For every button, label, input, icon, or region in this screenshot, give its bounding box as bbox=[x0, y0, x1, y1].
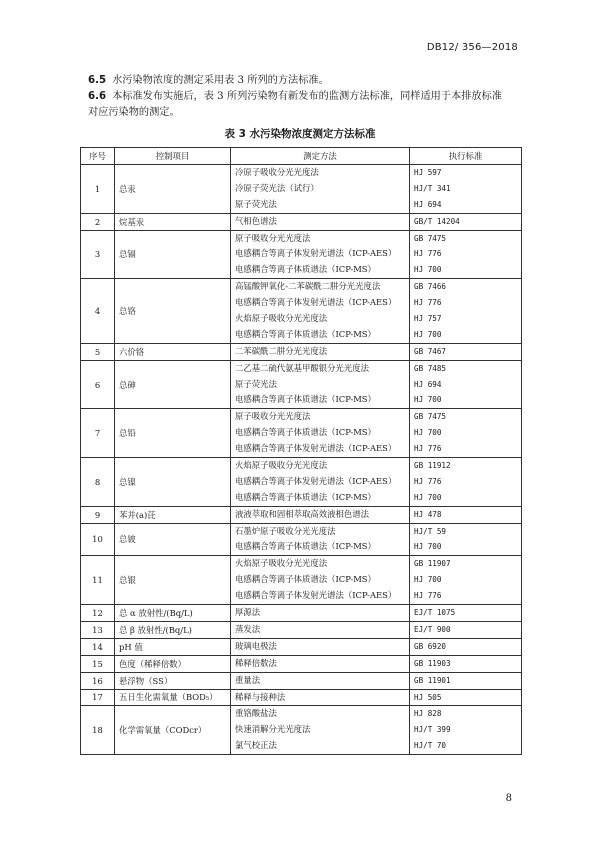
standard-line: HJ 776 bbox=[414, 444, 442, 454]
header-item: 控制项目 bbox=[115, 148, 231, 165]
control-item: pH 值 bbox=[115, 638, 231, 655]
standard-line: HJ 700 bbox=[414, 395, 442, 405]
control-item: 总银 bbox=[115, 556, 231, 605]
standard-line: HJ 478 bbox=[414, 509, 442, 519]
method-cell bbox=[231, 621, 410, 638]
method-line: 电感耦合等离子体质谱法（ICP-MS） bbox=[235, 264, 376, 275]
method-cell bbox=[231, 523, 410, 556]
method-line: 电感耦合等离子体质谱法（ICP-MS） bbox=[235, 574, 376, 585]
standard-cell bbox=[410, 621, 522, 638]
standard-line: HJ 828 bbox=[414, 709, 442, 719]
table-row bbox=[81, 672, 522, 689]
method-line: 稀释与接种法 bbox=[235, 691, 286, 702]
table-row bbox=[81, 655, 522, 672]
control-item: 总镉 bbox=[115, 230, 231, 279]
table-row bbox=[81, 556, 522, 605]
table-row bbox=[81, 506, 522, 523]
method-cell bbox=[231, 506, 410, 523]
method-line: 电感耦合等离子体发射光谱法（ICP-AES） bbox=[235, 475, 397, 486]
method-line: 二苯碳酰二肼分光光度法 bbox=[235, 345, 328, 356]
standard-cell bbox=[410, 523, 522, 556]
method-line: 高锰酸钾氧化-二苯碳酰二肼分光光度法 bbox=[235, 281, 381, 292]
method-cell bbox=[231, 458, 410, 507]
row-number: 3 bbox=[81, 230, 115, 279]
standard-cell bbox=[410, 230, 522, 279]
standard-cell bbox=[410, 672, 522, 689]
row-number: 12 bbox=[81, 605, 115, 622]
standard-line: GB 11901 bbox=[414, 675, 451, 685]
standard-cell bbox=[410, 689, 522, 706]
table-title: 表 3 水污染物浓度测定方法标准 bbox=[224, 128, 376, 140]
table-row bbox=[81, 638, 522, 655]
standard-line: GB 11912 bbox=[414, 461, 451, 471]
method-cell bbox=[231, 230, 410, 279]
standard-cell bbox=[410, 655, 522, 672]
header-method: 测定方法 bbox=[231, 148, 410, 165]
standard-cell bbox=[410, 556, 522, 605]
standard-line: EJ/T 900 bbox=[414, 624, 451, 634]
standard-line: GB 7467 bbox=[414, 346, 447, 356]
control-item: 苯并(a)芘 bbox=[115, 506, 231, 523]
control-item: 总铬 bbox=[115, 279, 231, 344]
header-no: 序号 bbox=[81, 148, 115, 165]
standard-line: GB 7485 bbox=[414, 363, 447, 373]
method-line: 二乙基二硫代氨基甲酸银分光光度法 bbox=[235, 362, 369, 373]
method-line: 电感耦合等离子体发射光谱法（ICP-AES） bbox=[235, 248, 397, 259]
standard-cell bbox=[410, 279, 522, 344]
control-item: 总 β 放射性/(Bq/L) bbox=[115, 621, 231, 638]
row-number: 13 bbox=[81, 621, 115, 638]
method-line: 氯气校正法 bbox=[235, 740, 277, 751]
standard-line: HJ 757 bbox=[414, 314, 442, 324]
table-row bbox=[81, 458, 522, 507]
standard-cell bbox=[410, 213, 522, 230]
standard-line: HJ 597 bbox=[414, 168, 442, 177]
method-line: 火焰原子吸收分光光度法 bbox=[235, 460, 328, 471]
standard-line: HJ/T 59 bbox=[414, 526, 447, 536]
row-number: 16 bbox=[81, 672, 115, 689]
method-line: 电感耦合等离子体质谱法（ICP-MS） bbox=[235, 394, 376, 405]
method-line: 玻璃电极法 bbox=[235, 640, 277, 651]
method-line: 电感耦合等离子体质谱法（ICP-MS） bbox=[235, 541, 376, 552]
method-line: 液液萃取和固相萃取高效液相色谱法 bbox=[235, 508, 369, 519]
row-number: 11 bbox=[81, 556, 115, 605]
table-row bbox=[81, 409, 522, 458]
method-cell bbox=[231, 279, 410, 344]
method-line: 气相色谱法 bbox=[235, 215, 277, 226]
row-number: 8 bbox=[81, 458, 115, 507]
table-row bbox=[81, 523, 522, 556]
method-line: 原子吸收分光光度法 bbox=[235, 411, 311, 422]
method-cell bbox=[231, 360, 410, 409]
standard-line: GB 7475 bbox=[414, 233, 447, 243]
control-item: 六价铬 bbox=[115, 343, 231, 360]
method-line: 原子吸收分光光度法 bbox=[235, 232, 311, 243]
standard-cell bbox=[410, 638, 522, 655]
header-standard: 执行标准 bbox=[410, 148, 522, 165]
standard-cell bbox=[410, 409, 522, 458]
clause-number: 6.5 bbox=[88, 75, 107, 86]
method-cell bbox=[231, 556, 410, 605]
method-cell bbox=[231, 343, 410, 360]
row-number: 6 bbox=[81, 360, 115, 409]
method-line: 石墨炉原子吸收分光光度法 bbox=[235, 525, 336, 536]
method-cell bbox=[231, 409, 410, 458]
method-cell bbox=[231, 706, 410, 755]
method-line: 电感耦合等离子体质谱法（ICP-MS） bbox=[235, 328, 376, 339]
row-number: 15 bbox=[81, 655, 115, 672]
standard-line: GB 7466 bbox=[414, 282, 447, 292]
standard-cell bbox=[410, 706, 522, 755]
table-header-row bbox=[81, 148, 522, 165]
standard-line: HJ 694 bbox=[414, 379, 442, 389]
table-row bbox=[81, 360, 522, 409]
control-item: 化学需氧量（CODcr） bbox=[115, 706, 231, 755]
standard-line: HJ 700 bbox=[414, 428, 442, 438]
document-id: DB12/ 356—2018 bbox=[426, 42, 518, 53]
standard-line: HJ 700 bbox=[414, 575, 442, 585]
row-number: 9 bbox=[81, 506, 115, 523]
clause-6-6 bbox=[88, 89, 518, 121]
standard-line: HJ/T 70 bbox=[414, 741, 447, 751]
row-number: 14 bbox=[81, 638, 115, 655]
standard-line: HJ 700 bbox=[414, 265, 442, 275]
table-row bbox=[81, 165, 522, 214]
control-item: 色度（稀释倍数） bbox=[115, 655, 231, 672]
method-line: 电感耦合等离子体发射光谱法（ICP-AES） bbox=[235, 297, 397, 308]
standard-cell bbox=[410, 458, 522, 507]
table-row bbox=[81, 605, 522, 622]
standard-line: HJ 505 bbox=[414, 692, 442, 702]
table-row bbox=[81, 213, 522, 230]
clause-number: 6.6 bbox=[88, 91, 107, 102]
method-line: 原子荧光法 bbox=[235, 378, 277, 389]
standard-line: HJ 700 bbox=[414, 542, 442, 552]
table-row bbox=[81, 621, 522, 638]
standard-line: GB 7475 bbox=[414, 412, 447, 422]
standard-cell bbox=[410, 360, 522, 409]
standard-line: HJ 776 bbox=[414, 591, 442, 601]
page-number: 8 bbox=[505, 793, 512, 804]
standard-cell bbox=[410, 605, 522, 622]
row-number: 5 bbox=[81, 343, 115, 360]
method-line: 蒸发法 bbox=[235, 623, 261, 634]
method-line: 火焰原子吸收分光光度法 bbox=[235, 558, 328, 569]
standard-line: HJ 776 bbox=[414, 249, 442, 259]
method-line: 原子荧光法 bbox=[235, 198, 277, 209]
standard-line: HJ 700 bbox=[414, 329, 442, 339]
method-line: 电感耦合等离子体质谱法（ICP-MS） bbox=[235, 427, 376, 438]
row-number: 7 bbox=[81, 409, 115, 458]
method-line: 重铬酸盐法 bbox=[235, 708, 277, 719]
method-line: 厚源法 bbox=[235, 607, 261, 618]
method-line: 冷原子荧光法（试行） bbox=[235, 182, 319, 193]
method-line: 电感耦合等离子体发射光谱法（ICP-AES） bbox=[235, 443, 397, 454]
control-item: 烷基汞 bbox=[115, 213, 231, 230]
method-cell bbox=[231, 213, 410, 230]
row-number: 18 bbox=[81, 706, 115, 755]
control-item: 总镍 bbox=[115, 458, 231, 507]
method-line: 重量法 bbox=[235, 674, 261, 685]
method-line: 冷原子吸收分光光度法 bbox=[235, 167, 319, 177]
standard-line: GB 11903 bbox=[414, 658, 451, 668]
method-line: 稀释倍数法 bbox=[235, 657, 277, 668]
standard-line: HJ/T 341 bbox=[414, 183, 451, 193]
method-cell bbox=[231, 689, 410, 706]
table-row bbox=[81, 230, 522, 279]
method-cell bbox=[231, 165, 410, 214]
method-line: 快速消解分光光度法 bbox=[235, 724, 311, 735]
method-line: 火焰原子吸收分光光度法 bbox=[235, 313, 328, 324]
control-item: 五日生化需氧量（BOD₅） bbox=[115, 689, 231, 706]
clause-text: 本标准发布实施后，表 3 所列污染物有新发布的监测方法标准，同样适用于本排放标准 bbox=[112, 91, 502, 102]
standard-line: HJ 776 bbox=[414, 298, 442, 308]
method-line: 电感耦合等离子体发射光谱法（ICP-AES） bbox=[235, 590, 397, 601]
standard-line: GB 11907 bbox=[414, 559, 451, 569]
control-item: 总铅 bbox=[115, 409, 231, 458]
standard-cell bbox=[410, 506, 522, 523]
standard-line: HJ 700 bbox=[414, 492, 442, 502]
row-number: 10 bbox=[81, 523, 115, 556]
standard-cell bbox=[410, 343, 522, 360]
row-number: 1 bbox=[81, 165, 115, 214]
method-cell bbox=[231, 638, 410, 655]
standard-line: GB 6920 bbox=[414, 641, 447, 651]
method-cell bbox=[231, 605, 410, 622]
table-row bbox=[81, 689, 522, 706]
control-item: 悬浮物（SS） bbox=[115, 672, 231, 689]
table-row bbox=[81, 343, 522, 360]
method-line: 电感耦合等离子体质谱法（ICP-MS） bbox=[235, 491, 376, 502]
method-cell bbox=[231, 672, 410, 689]
standard-cell bbox=[410, 165, 522, 214]
control-item: 总 α 放射性/(Bq/L) bbox=[115, 605, 231, 622]
control-item: 总汞 bbox=[115, 165, 231, 214]
row-number: 17 bbox=[81, 689, 115, 706]
standard-line: GB/T 14204 bbox=[414, 216, 460, 226]
table-row bbox=[81, 279, 522, 344]
clause-text: 水污染物浓度的测定采用表 3 所列的方法标准。 bbox=[112, 75, 329, 86]
standard-line: EJ/T 1075 bbox=[414, 608, 456, 618]
table-body bbox=[81, 165, 522, 755]
clause-6-5 bbox=[88, 73, 518, 89]
method-cell bbox=[231, 655, 410, 672]
standard-line: HJ 776 bbox=[414, 476, 442, 486]
row-number: 2 bbox=[81, 213, 115, 230]
control-item: 总砷 bbox=[115, 360, 231, 409]
control-item: 总铍 bbox=[115, 523, 231, 556]
table-row bbox=[81, 706, 522, 755]
clause-text-continued: 对应污染物的测定。 bbox=[88, 107, 180, 118]
methods-table bbox=[80, 147, 522, 755]
row-number: 4 bbox=[81, 279, 115, 344]
standard-line: HJ/T 399 bbox=[414, 725, 451, 735]
standard-line: HJ 694 bbox=[414, 199, 442, 209]
